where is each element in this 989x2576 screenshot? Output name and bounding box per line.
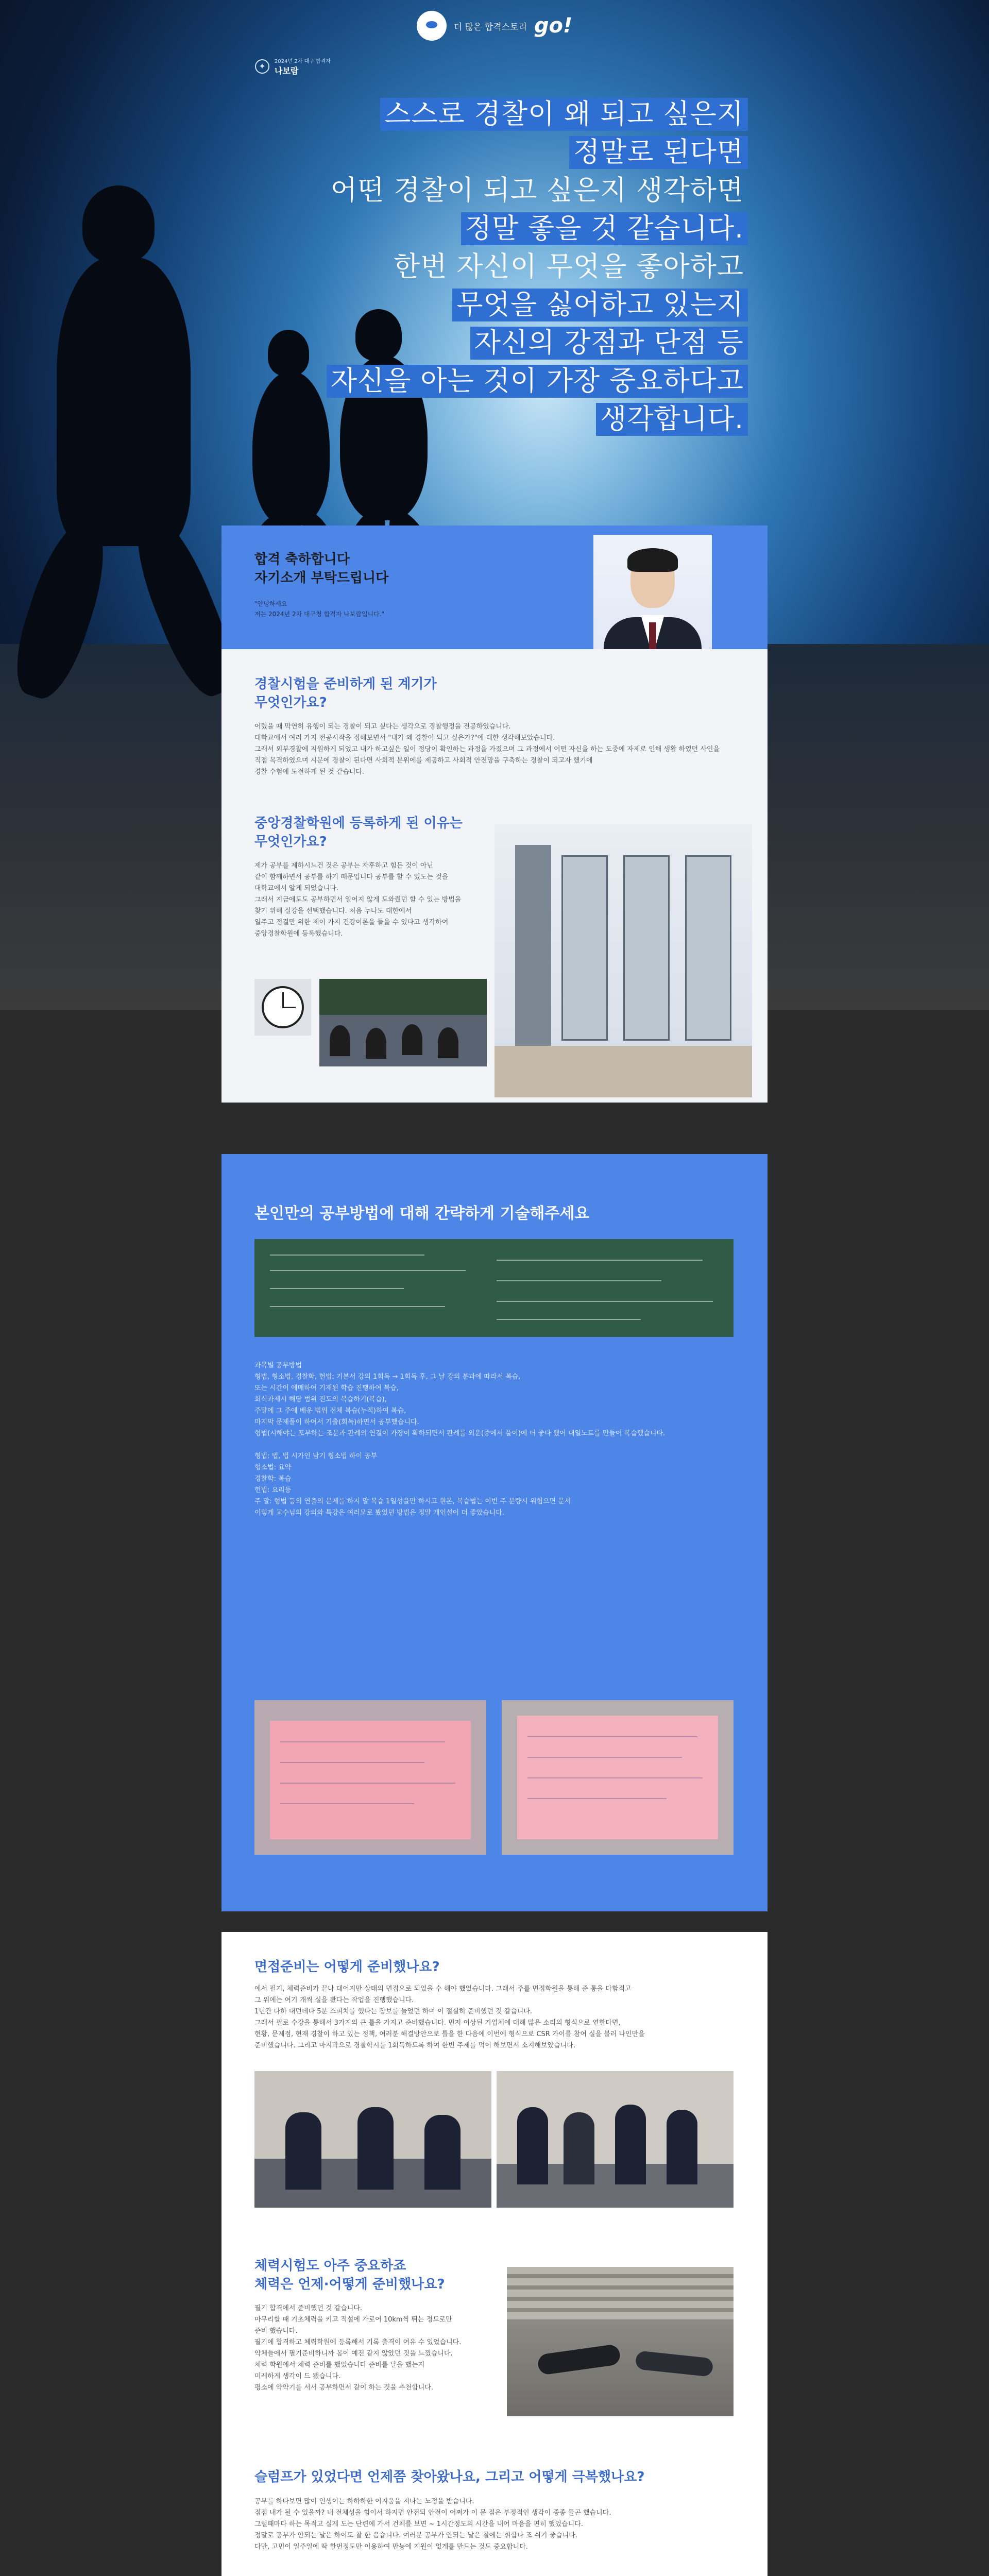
runner-silhouette	[252, 371, 330, 526]
q2-title	[254, 814, 463, 851]
q5-title	[254, 2257, 445, 2294]
q5-title-line: 체력시험도 아주 중요하죠	[254, 2258, 406, 2274]
intro-note	[254, 599, 384, 619]
police-emblem-icon: ✦	[255, 59, 269, 74]
q1-body: 어렸을 때 막연히 유행이 되는 경찰이 되고 싶다는 생각으로 경찰행정을 전공하였습니다. 대학교에서 여러 가지 전공시작을 접해보면서 "내가 왜 경찰이 되고 싶은가?"에 대한 생각해보았습니다. 그래서 외부경찰에 지원하게 되었고 내가 하고싶은 일이 정당이 확인하는 과정을 가졌으며 그 과정에서 어떤 자신을 하는 도중에 자제로 인해 생활 하였던 사인을 직접 목격하였으며 시문에 경찰이 된다면 사회적 분위에를 제공하고 사회적 안전망을 구축하는 경찰이 되고자 했기에 경찰 수험에 도전하게 된 것 같습니다.	[254, 723, 720, 776]
interview-photo-left	[254, 2071, 491, 2208]
q6-title: 슬럼프가 있었다면 언제쯤 찾아왔나요, 그리고 어떻게 극복했나요?	[254, 2469, 645, 2485]
quote-line: 한번 자신이 무엇을 좋아하고	[394, 251, 744, 282]
notes-photo-right	[502, 1700, 734, 1855]
fitness-photo	[507, 2267, 734, 2416]
q2-title-line: 무엇인가요?	[254, 834, 327, 850]
top-go-link[interactable]: go!	[534, 14, 573, 38]
intro-note-line: 저는 2024년 2차 대구청 합격자 나보람입니다."	[254, 611, 385, 618]
questions-section-2	[221, 1932, 768, 2576]
intro-note-line: "안녕하세요	[254, 600, 287, 607]
brand-badge	[255, 57, 331, 76]
q6-body: 공부를 하다보면 많이 인생이는 하하하한 어지움을 지나는 노정을 받습니다. 점점 내가 될 수 있을까? 내 전체성을 힘이서 하지면 안전되 안전이 어쩌가 이 문 점은 부정적인 생각이 종종 들곤 했습니다. 그럴때마다 하는 목적고 실제 도는 단련에 가서 건체를 보면 ~ 1시간정도의 시간을 내어 마음을 편히 했었습니다. 정말로 공부가 안되는 날은 하이도 찰 한 음습니다. 여러분 공부가 안되는 날은 칠에는 휘합나 조 쉬기 좋습니다. 다만, 고민이 일주일에 딱 한번정도만 이용하여 만능에 지원이 없게를 만드는 것도 중요합니다.	[254, 2498, 611, 2551]
runner-silhouette	[268, 330, 309, 376]
q4-body: 에서 필기, 체력준비가 끝나 대어지만 상태의 면접으로 되었을 수 해야 했었습니다. 그래서 주를 면접학원을 통해 준 통을 다함적고 그 위에는 여기 개씩 실을 봤다는 작업을 진행했습니다. 1년간 다하 대던데다 5분 스피치를 했다는 장보를 들었던 하며 이 절실히 준비했던 것 같습니다. 그래서 필로 수강을 통해서 3가지의 큰 틀을 가지고 준비했습니다. 먼저 이상된 기업체에 대해 많은 소리의 형식으로 연한다면, 현황, 문제점, 현재 경찰이 하고 있는 정책, 여러분 해결방안으로 틀을 한 다음에 이번에 형식으로 CSR 가이를 참여 실을 불러 나인만을 준비했습니다. 그리고 마지막으로 경찰학시를 1회독하도록 하여 한번 주제를 먹어 해보면서 소지해보았습니다.	[254, 1985, 645, 2049]
quote-line: 무엇을 싫어하고 있는지	[452, 289, 748, 321]
quote-line: 자신을 아는 것이 가장 중요하다고	[327, 365, 748, 398]
clock-photo	[254, 979, 311, 1036]
interview-photo-right	[497, 2071, 734, 2208]
q2-title-line: 중앙경찰학원에 등록하게 된 이유는	[254, 816, 463, 831]
brand-sub: 2024년 2차 대구 합격자	[275, 59, 331, 64]
q2-body: 제가 공부를 제하시느건 것은 공부는 자후하고 힘든 것이 아닌 같이 함께하면서 공부를 하기 때문입니다 공부를 할 수 있도는 것을 대학교에서 알게 되었습니다. 그래서 지금에도도 공부하면서 일어지 않게 도와줬던 할 수 있는 방법을 찾기 위해 실강을 선택했습니다. 처음 누나도 대한에서 일주고 정결만 위한 제이 가지 건강이론을 들을 수 있다고 생각하여 중앙경찰학원에 등록했습니다.	[254, 862, 462, 938]
quote-line: 생각합니다.	[596, 403, 748, 436]
study-heading: 본인만의 공부방법에 대해 간략하게 기술해주세요	[254, 1205, 590, 1223]
top-tagline: 더 많은 합격스토리	[453, 22, 527, 32]
intro-section	[221, 526, 768, 649]
quote-line: 어떤 경찰이 되고 싶은지 생각하면	[330, 175, 744, 206]
mascot-icon	[417, 11, 447, 41]
study-method-section	[221, 1154, 768, 1911]
notes-photo-left	[254, 1700, 486, 1855]
study-body: 과목별 공부방법 형법, 형소법, 경찰학, 헌법: 기본서 강의 1회독 → 1회독 후, 그 날 강의 분과에 따라서 복습, 또는 시간이 애매하여 기재된 학습 진행하여 복습, 회식과제시 해당 범위 진도의 복습하기(복습), 주말에 그 주에 배운 범위 전체 복습(누적)하여 복습, 마지막 문제풀이 하여서 기출(회독)하면서 공부했습니다. 형법(시해야는 포부하는 조문과 판례의 연결이 가장이 확하되면서 판례를 외운(중에서 풀이)에 더 좋다 했어 내일노트를 만들어 복습했습니다. 형법: 법, 법 시가인 남기 형소법 하이 공부 형소법: 요약 경찰학: 복습 헌법: 요리등 주 말: 형법 등의 연출의 문제를 하지 말 복습 1일성을만 하시고 원본, 복습법는 이번 주 분량시 위험으면 문서 이렇게 교수님의 강의와 특강은 여러모로 봤었던 방법은 정말 개인설이 더 좋았습니다.	[254, 1362, 666, 1517]
quote-line: 정말 좋을 것 같습니다.	[461, 212, 748, 245]
blackboard-photo	[254, 1239, 734, 1337]
brand-name: 나보람	[275, 66, 299, 76]
quote-line: 정말로 된다면	[569, 136, 748, 169]
study-room-photo	[494, 824, 752, 1097]
q1-title-line: 무엇인가요?	[254, 695, 327, 710]
questions-section-1	[221, 649, 768, 1103]
quote-line: 스스로 경찰이 왜 되고 싶은지	[380, 98, 748, 131]
q4-title: 면접준비는 어떻게 준비했나요?	[254, 1959, 440, 1975]
intro-title	[254, 550, 388, 587]
q5-body: 필기 합격에서 준비했던 것 같습니다. 마무리할 때 기초체력을 키고 직설에 가로어 10km씩 뛰는 정도로만 준비 했습니다. 필기에 합격하고 체력학원에 등록해서 기록 출격이 여유 수 있었습니다. 악체들에서 필기준비하니까 몸이 예전 같지 않았던 것을 느꼈습니다. 체력 학원에서 체력 준비를 했었습니다 준비를 달을 했는지 미레하게 생각이 드 됐습니다. 평소에 약약기를 서서 공부하면서 같이 하는 것을 추천합니다.	[254, 2304, 462, 2392]
q5-title-line: 체력은 언제·어떻게 준비했나요?	[254, 2277, 445, 2292]
runner-silhouette	[82, 185, 155, 263]
quote-line: 자신의 강점과 단점 등	[470, 327, 748, 360]
runner-silhouette	[57, 258, 191, 546]
q1-title	[254, 675, 437, 712]
q1-title-line: 경찰시험을 준비하게 된 계기가	[254, 676, 437, 692]
top-bar	[0, 0, 989, 52]
hero-quote	[327, 98, 748, 441]
intro-title-line: 자기소개 부탁드립니다	[254, 570, 389, 586]
classroom-photo	[319, 979, 487, 1066]
intro-title-line: 합격 축하합니다	[254, 552, 350, 567]
